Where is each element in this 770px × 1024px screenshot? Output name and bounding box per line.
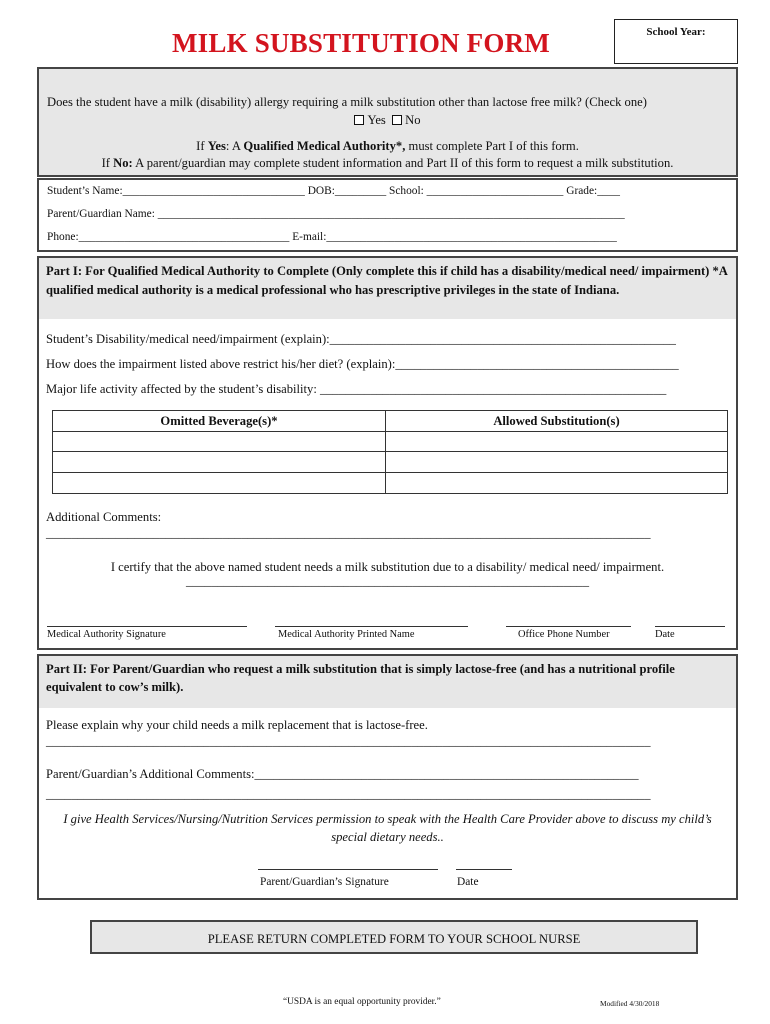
medical-authority-printed-name-label: Medical Authority Printed Name <box>278 629 415 640</box>
office-phone-number-label: Office Phone Number <box>518 629 610 640</box>
if-no-instruction: If No: A parent/guardian may complete student information and Part II of this form to request a milk substitution. <box>101 156 674 170</box>
permission-statement: I give Health Services/Nursing/Nutrition Services permission to speak with the Health Care Provider above to discuss my child’s special dietary needs.. <box>63 812 712 844</box>
if-yes-instruction: If Yes: A Qualified Medical Authority*, must complete Part I of this form. <box>196 139 579 153</box>
part1-section <box>37 256 738 650</box>
intro-section <box>37 67 738 177</box>
part1-title: Part I: For Qualified Medical Authority to Complete (Only complete this if child has a disability/medical need/ impairment) *A qualified medical authority is a medical professional who has prescriptive privileges in the state of Indiana. <box>46 264 728 297</box>
no-label: No <box>405 113 421 127</box>
usda-statement: “USDA is an equal opportunity provider.” <box>283 997 441 1007</box>
no-checkbox[interactable] <box>392 115 402 125</box>
yes-label: Yes <box>367 113 386 127</box>
student-info-section <box>37 178 738 252</box>
yes-no-options <box>39 113 736 128</box>
parent-date-label: Date <box>457 876 479 888</box>
date-label: Date <box>655 629 675 640</box>
major-life-activity-field[interactable]: Major life activity affected by the student’s disability: _______________________________________________________ <box>46 382 667 396</box>
additional-comments-label: Additional Comments: <box>46 510 162 524</box>
printed-name-line[interactable] <box>275 626 468 627</box>
certify-statement: I certify that the above named student needs a milk substitution due to a disability/ medical need/ impairment. <box>110 560 665 574</box>
additional-comments-field[interactable]: ________________________________________________________________________________________________ <box>46 526 651 540</box>
medical-authority-signature-label: Medical Authority Signature <box>47 629 166 640</box>
omitted-beverage-header: Omitted Beverage(s)* <box>160 414 278 428</box>
modified-date: Modified 4/30/2018 <box>600 999 660 1008</box>
diet-restriction-field[interactable]: How does the impairment listed above restrict his/her diet? (explain):_____________________________________________ <box>46 357 679 371</box>
parent-guardian-name-field[interactable]: Parent/Guardian Name: __________________________________________________________________________________ <box>47 208 625 220</box>
date-line[interactable] <box>655 626 725 627</box>
allowed-substitution-header: Allowed Substitution(s) <box>493 414 620 428</box>
school-year-field[interactable] <box>614 19 738 64</box>
part1-header <box>39 258 736 319</box>
parent-date-line[interactable] <box>456 869 512 870</box>
parent-signature-line[interactable] <box>258 869 438 870</box>
part2-title: Part II: For Parent/Guardian who request a milk substitution that is simply lactose-free (and has a nutritional profile equivalent to cow’s milk). <box>46 662 675 694</box>
table-row-divider <box>53 472 727 473</box>
allergy-question: Does the student have a milk (disability) allergy requiring a milk substitution other than lactose free milk? (Check one) <box>47 95 647 109</box>
yes-checkbox[interactable] <box>354 115 364 125</box>
lactose-free-explain-label: Please explain why your child needs a milk replacement that is lactose-free. <box>46 718 428 732</box>
certify-line[interactable]: ________________________________________________________________ <box>186 574 589 588</box>
disability-explain-field[interactable]: Student’s Disability/medical need/impairment (explain):_______________________________________________________ <box>46 332 676 346</box>
parent-comments-line[interactable]: ________________________________________________________________________________________________ <box>46 787 651 801</box>
phone-email-fields[interactable]: Phone:_____________________________________ E-mail:___________________________________________________ <box>47 231 617 243</box>
part2-section <box>37 654 738 900</box>
lactose-free-explain-field[interactable]: ________________________________________________________________________________________________ <box>46 734 651 748</box>
form-title: MILK SUBSTITUTION FORM <box>172 28 550 58</box>
parent-comments-label: Parent/Guardian’s Additional Comments: <box>46 767 255 781</box>
return-notice <box>90 920 698 954</box>
parent-signature-label: Parent/Guardian’s Signature <box>260 876 389 888</box>
signature-line[interactable] <box>47 626 247 627</box>
school-year-label: School Year: <box>646 26 706 38</box>
part2-header <box>39 656 736 708</box>
parent-comments-field[interactable]: Parent/Guardian’s Additional Comments:_____________________________________________________________ <box>46 767 639 781</box>
table-row-divider <box>53 451 727 452</box>
student-name-dob-school-grade-fields[interactable]: Student’s Name:________________________________ DOB:_________ School: ________________________ Grade:____ <box>47 185 620 197</box>
beverage-table <box>52 410 728 494</box>
table-row-divider <box>53 431 727 432</box>
return-notice-text: PLEASE RETURN COMPLETED FORM TO YOUR SCHOOL NURSE <box>207 932 581 946</box>
office-phone-line[interactable] <box>506 626 631 627</box>
